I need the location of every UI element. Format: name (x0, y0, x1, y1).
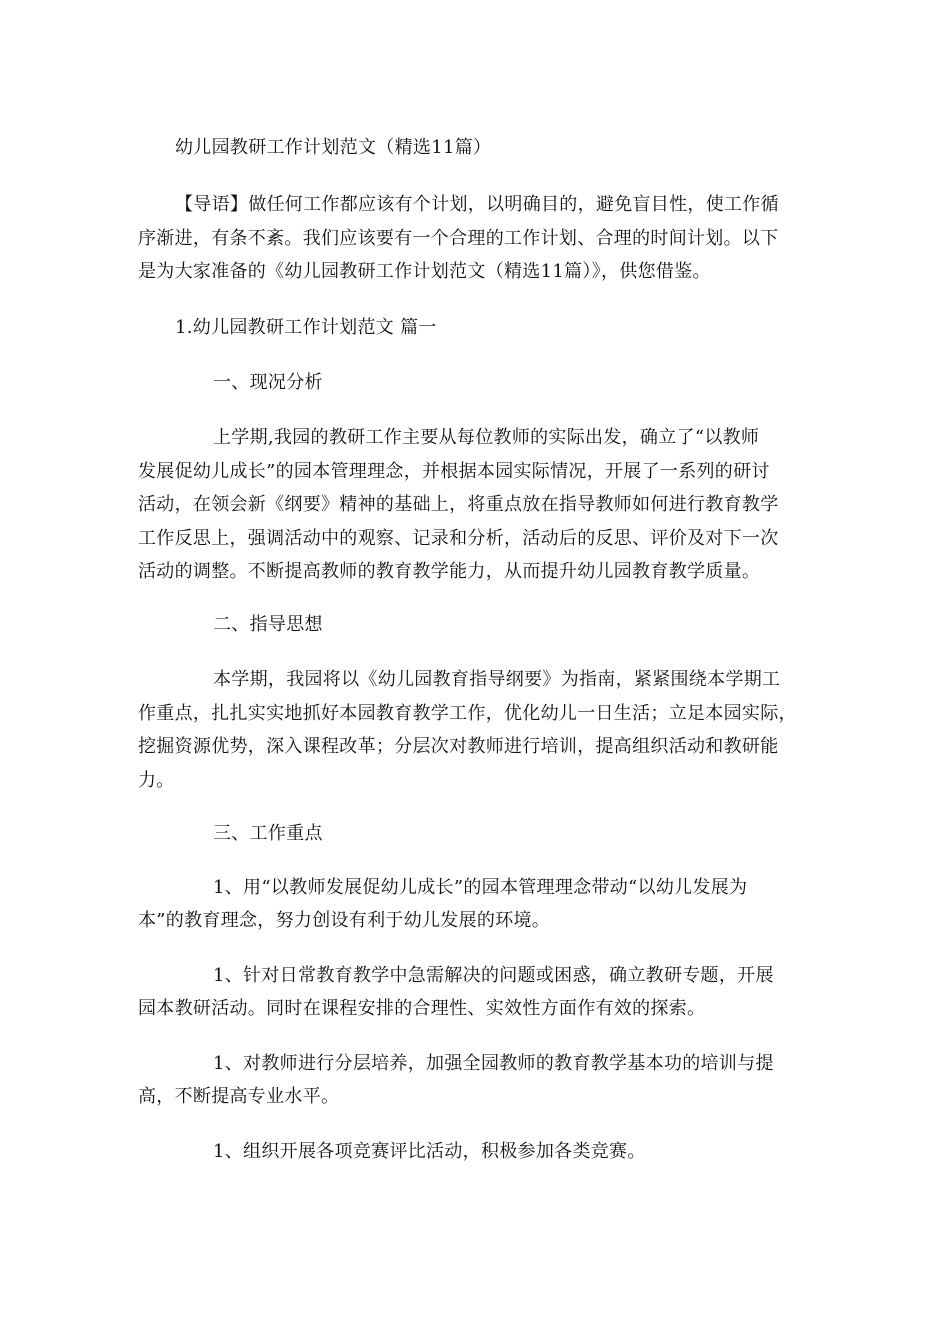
section1-line-3: 活动，在领会新《纲要》精神的基础上，将重点放在指导教师如何进行教育教学 (138, 494, 779, 515)
intro-line-3: 是为大家准备的《幼儿园教研工作计划范文（精选11篇）》，供您借鉴。 (138, 261, 711, 282)
section-heading-3: 三、工作重点 (213, 823, 323, 844)
section2-line-2: 作重点，扎扎实实地抓好本园教育教学工作，优化幼儿一日生活；立足本园实际， (138, 703, 797, 724)
article-heading: 1.幼儿园教研工作计划范文 篇一 (175, 317, 437, 338)
document-title: 幼儿园教研工作计划范文（精选11篇） (175, 137, 492, 158)
item1-line-2: 本”的教育理念，努力创设有利于幼儿发展的环境。 (138, 910, 551, 931)
section2-line-1: 本学期，我园将以《幼儿园教育指导纲要》为指南，紧紧围绕本学期工 (213, 669, 781, 690)
section1-line-4: 工作反思上，强调活动中的观察、记录和分析，活动后的反思、评价及对下一次 (138, 528, 779, 549)
section-heading-1: 一、现况分析 (213, 372, 323, 393)
intro-line-1: 【导语】做任何工作都应该有个计划，以明确目的，避免盲目性，使工作循 (175, 194, 779, 215)
intro-line-2: 序渐进，有条不紊。我们应该要有一个合理的工作计划、合理的时间计划。以下 (138, 228, 779, 249)
item1-line-1: 1、用“以教师发展促幼儿成长”的园本管理理念带动“以幼儿发展为 (213, 877, 748, 898)
section2-line-4: 力。 (138, 770, 175, 791)
item2-line-2: 园本教研活动。同时在课程安排的合理性、实效性方面作有效的探索。 (138, 998, 706, 1019)
item3-line-1: 1、对教师进行分层培养，加强全园教师的教育教学基本功的培训与提 (213, 1053, 774, 1074)
item2-line-1: 1、针对日常教育教学中急需解决的问题或困惑，确立教研专题，开展 (213, 965, 774, 986)
section2-line-3: 挖掘资源优势，深入课程改革；分层次对教师进行培训，提高组织活动和教研能 (138, 736, 779, 757)
section-heading-2: 二、指导思想 (213, 614, 323, 635)
section1-line-5: 活动的调整。不断提高教师的教育教学能力，从而提升幼儿园教育教学质量。 (138, 561, 761, 582)
section1-line-2: 发展促幼儿成长”的园本管理理念，并根据本园实际情况，开展了一系列的研讨 (138, 461, 770, 482)
section1-line-1: 上学期,我园的教研工作主要从每位教师的实际出发，确立了“以教师 (213, 427, 760, 448)
item4-line-1: 1、组织开展各项竞赛评比活动，积极参加各类竞赛。 (213, 1141, 646, 1162)
item3-line-2: 高，不断提高专业水平。 (138, 1086, 340, 1107)
